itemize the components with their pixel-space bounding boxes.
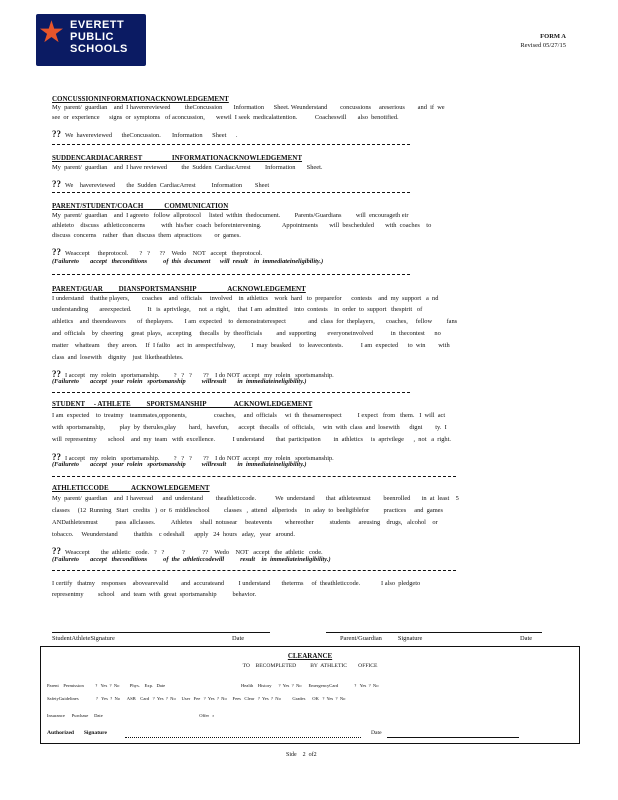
communication-title: PARENT/STUDENT/COACH COMMUNICATION	[52, 202, 229, 210]
section-divider	[52, 192, 410, 193]
student-sportsmanship-title: STUDENT - ATHLETE SPORTSMANSHIP ACKNOWLEDGEMENT	[52, 400, 313, 408]
cardiac-line: My parent/ guardian and I have reviewed the Sudden CardiacArrest Information Sheet.	[52, 164, 323, 171]
concussion-check-row: ?? We havereviewed theConcussion. Information Sheet .	[52, 129, 238, 139]
date-label: Date	[520, 635, 533, 642]
student-sportsmanship-line: I am expected to treatmy teammates,opponents, coaches, and officials wi th thesamerespect I expect from them. I will act	[52, 412, 446, 419]
clearance-row: Parent Permission ? Yes ? No Phys. Exp. Date Health History ? Yes ? No EmergencyCard ? Yes ? No	[47, 683, 379, 688]
date-label: Date	[371, 730, 382, 736]
student-signature-label: StudentAthleteSignature	[52, 635, 115, 642]
student-sportsmanship-check-row: ?? I accept my rolein sportsmanship. ? ? ? ?? I do NOT accept my rolein sportsmanship.	[52, 452, 334, 462]
authorized-signature-label: Authorized Signature	[47, 730, 108, 736]
logo-text: EVERETT PUBLIC SCHOOLS	[70, 19, 128, 55]
athletic-code-line: classes (12 Running Start credits ) or 6 middleschool classes , attend allperiods in aday to beeligiblefor practices and games	[52, 507, 443, 514]
student-sportsmanship-warning: (Failureto accept your rolein sportsmanship willresult in immediateineligibility.)	[52, 461, 307, 468]
date-label: Date	[232, 635, 245, 642]
communication-check-row: ?? Weaccept theprotocol. ? ? ?? Wedo NOT accept theprotocol.	[52, 247, 263, 257]
parent-sportsmanship-line: athletics and theendeavors of theplayers. I am expected to demonstraterespect and class for theplayers, coaches, fellow fans	[52, 318, 458, 325]
clearance-subtitle: TO BECOMPLETED BY ATHLETIC OFFICE	[242, 663, 378, 669]
parent-signature-line[interactable]	[326, 632, 542, 633]
clearance-date-line[interactable]	[387, 737, 519, 738]
parent-sportsmanship-warning: (Failureto accept your rolein sportsmanship willresult in immediateineligibility.)	[52, 378, 307, 385]
parent-sportsmanship-line: matter whatteam they areon. If I failto act in arespectfulway, I may beasked to leavecontests. I am expected to win with	[52, 342, 450, 349]
authorized-signature-line[interactable]	[125, 737, 361, 738]
student-sportsmanship-line: will representmy school and my team with excellence. I understand that participation in athletics is aprivilege , not a right.	[52, 436, 451, 443]
checkbox[interactable]: ??	[52, 129, 61, 139]
clearance-row: Insurance Purchase Date Offer r	[47, 713, 215, 718]
parent-sportsmanship-check-row: ?? I accept my rolein sportsmanship. ? ? ? ?? I do NOT accept my rolein sportsmanship.	[52, 369, 334, 379]
concussion-line: My parent/ guardian and I haverereviewed theConcussion Information Sheet. Weunderstand concussions areserious and if we	[52, 104, 445, 111]
section-divider	[52, 274, 410, 275]
student-sportsmanship-line: with sportsmanship, play by therules,play hard, havefun, accept thecalls of officials, win with class and losewith digni ty. I	[52, 424, 447, 431]
certify-line: representmy school and team with great sportsmanship behavior.	[52, 591, 257, 598]
athletic-code-line: My parent/ guardian and I haveread and understand theathleticcode. We understand that athletesmust beenrolled in at least 5	[52, 495, 459, 502]
parent-sportsmanship-line: class and losewith dignity just liketheathletes.	[52, 354, 184, 361]
star-logo-icon: ★	[38, 16, 65, 49]
cardiac-title: SUDDENCARDIACARREST INFORMATIONACKNOWLEDGEMENT	[52, 154, 303, 162]
section-divider	[52, 144, 410, 145]
checkbox[interactable]: ??	[52, 179, 61, 189]
form-identifier: FORM A Revised 05/27/15	[520, 33, 566, 49]
cardiac-check-row: ?? We havereviewed the Sudden CardiacArrest Information Sheet	[52, 179, 270, 189]
checkbox[interactable]: ??	[52, 247, 61, 257]
athletic-code-line: ANDathletesmust pass allclasses. Athletes shall notusear beatevents whereother students areusing drugs, alcohol or	[52, 519, 438, 526]
clearance-box	[40, 646, 580, 744]
parent-sportsmanship-title: PARENT/GUAR DIANSPORTSMANSHIP ACKNOWLEDGEMENT	[52, 285, 306, 293]
district-logo	[36, 14, 146, 66]
checkbox[interactable]: ??	[52, 369, 61, 379]
communication-warning: (Failureto accept theconditions of this document will result in immediateineligibility.)	[52, 258, 324, 265]
athletic-code-warning: (Failureto accept theconditions of the athleticcodewill result in immediateineligibility.)	[52, 556, 331, 563]
parent-sportsmanship-line: and officials by cheering great plays, accepting thecalls by theofficials and supporting everyoneinvolved in thecontest no	[52, 330, 441, 337]
checkbox[interactable]: ??	[52, 546, 61, 556]
section-divider	[52, 570, 456, 571]
athletic-code-check-row: ?? Weaccept the athletic code. ? ? ? ?? Wedo NOT accept the athletic code.	[52, 546, 323, 556]
clearance-title: CLEARANCE	[287, 652, 333, 660]
communication-line: My parent/ guardian and I agreeto follow allprotocol listed within thedocument. Parents/Guardians will encourageth eir	[52, 212, 409, 219]
communication-line: athleteto discuss athleticconcerns with his/her coach beforeintervening. Appointments will bescheduled with coaches to	[52, 222, 432, 229]
parent-sportsmanship-line: understanding areexpected. It is aprivilege, not a right, that I am admitted into contests in order to support thespirit of	[52, 306, 423, 313]
clearance-row: SafetyGuidelines ? Yes ? No ASB Card ? Yes ? No User Fee ? Yes ? No Fees Clear ? Yes ? No Grades OK ? Yes ? No	[47, 696, 346, 701]
athletic-code-title: ATHLETICCODE ACKNOWLEDGEMENT	[52, 484, 210, 492]
parent-sportsmanship-line: I understand thatthe players, coaches and officials involved in athletics work hard to preparefor contests and my support a nd	[52, 295, 439, 302]
concussion-line: see or experience signs or symptoms of aconcussion, wewil I seek medicalattention. Coacheswill also benotified.	[52, 114, 399, 121]
section-divider	[52, 476, 456, 477]
student-signature-line[interactable]	[52, 632, 270, 633]
certify-line: I certify thatmy responses abovearevalid and accurateand I understand theterms of theathleticcode. I also pledgeto	[52, 580, 421, 587]
section-divider	[52, 392, 410, 393]
page-number: Side 2 of2	[286, 752, 317, 758]
communication-line: discuss concerns rather than discuss them atpractices or games.	[52, 232, 241, 239]
checkbox[interactable]: ??	[52, 452, 61, 462]
athletic-code-line: tobacco. Weunderstand thatthis c odeshall apply 24 hours aday, year around.	[52, 531, 295, 538]
parent-signature-label: Parent/Guardian Signature	[340, 635, 423, 642]
concussion-title: CONCUSSIONINFORMATIONACKNOWLEDGEMENT	[52, 95, 229, 103]
